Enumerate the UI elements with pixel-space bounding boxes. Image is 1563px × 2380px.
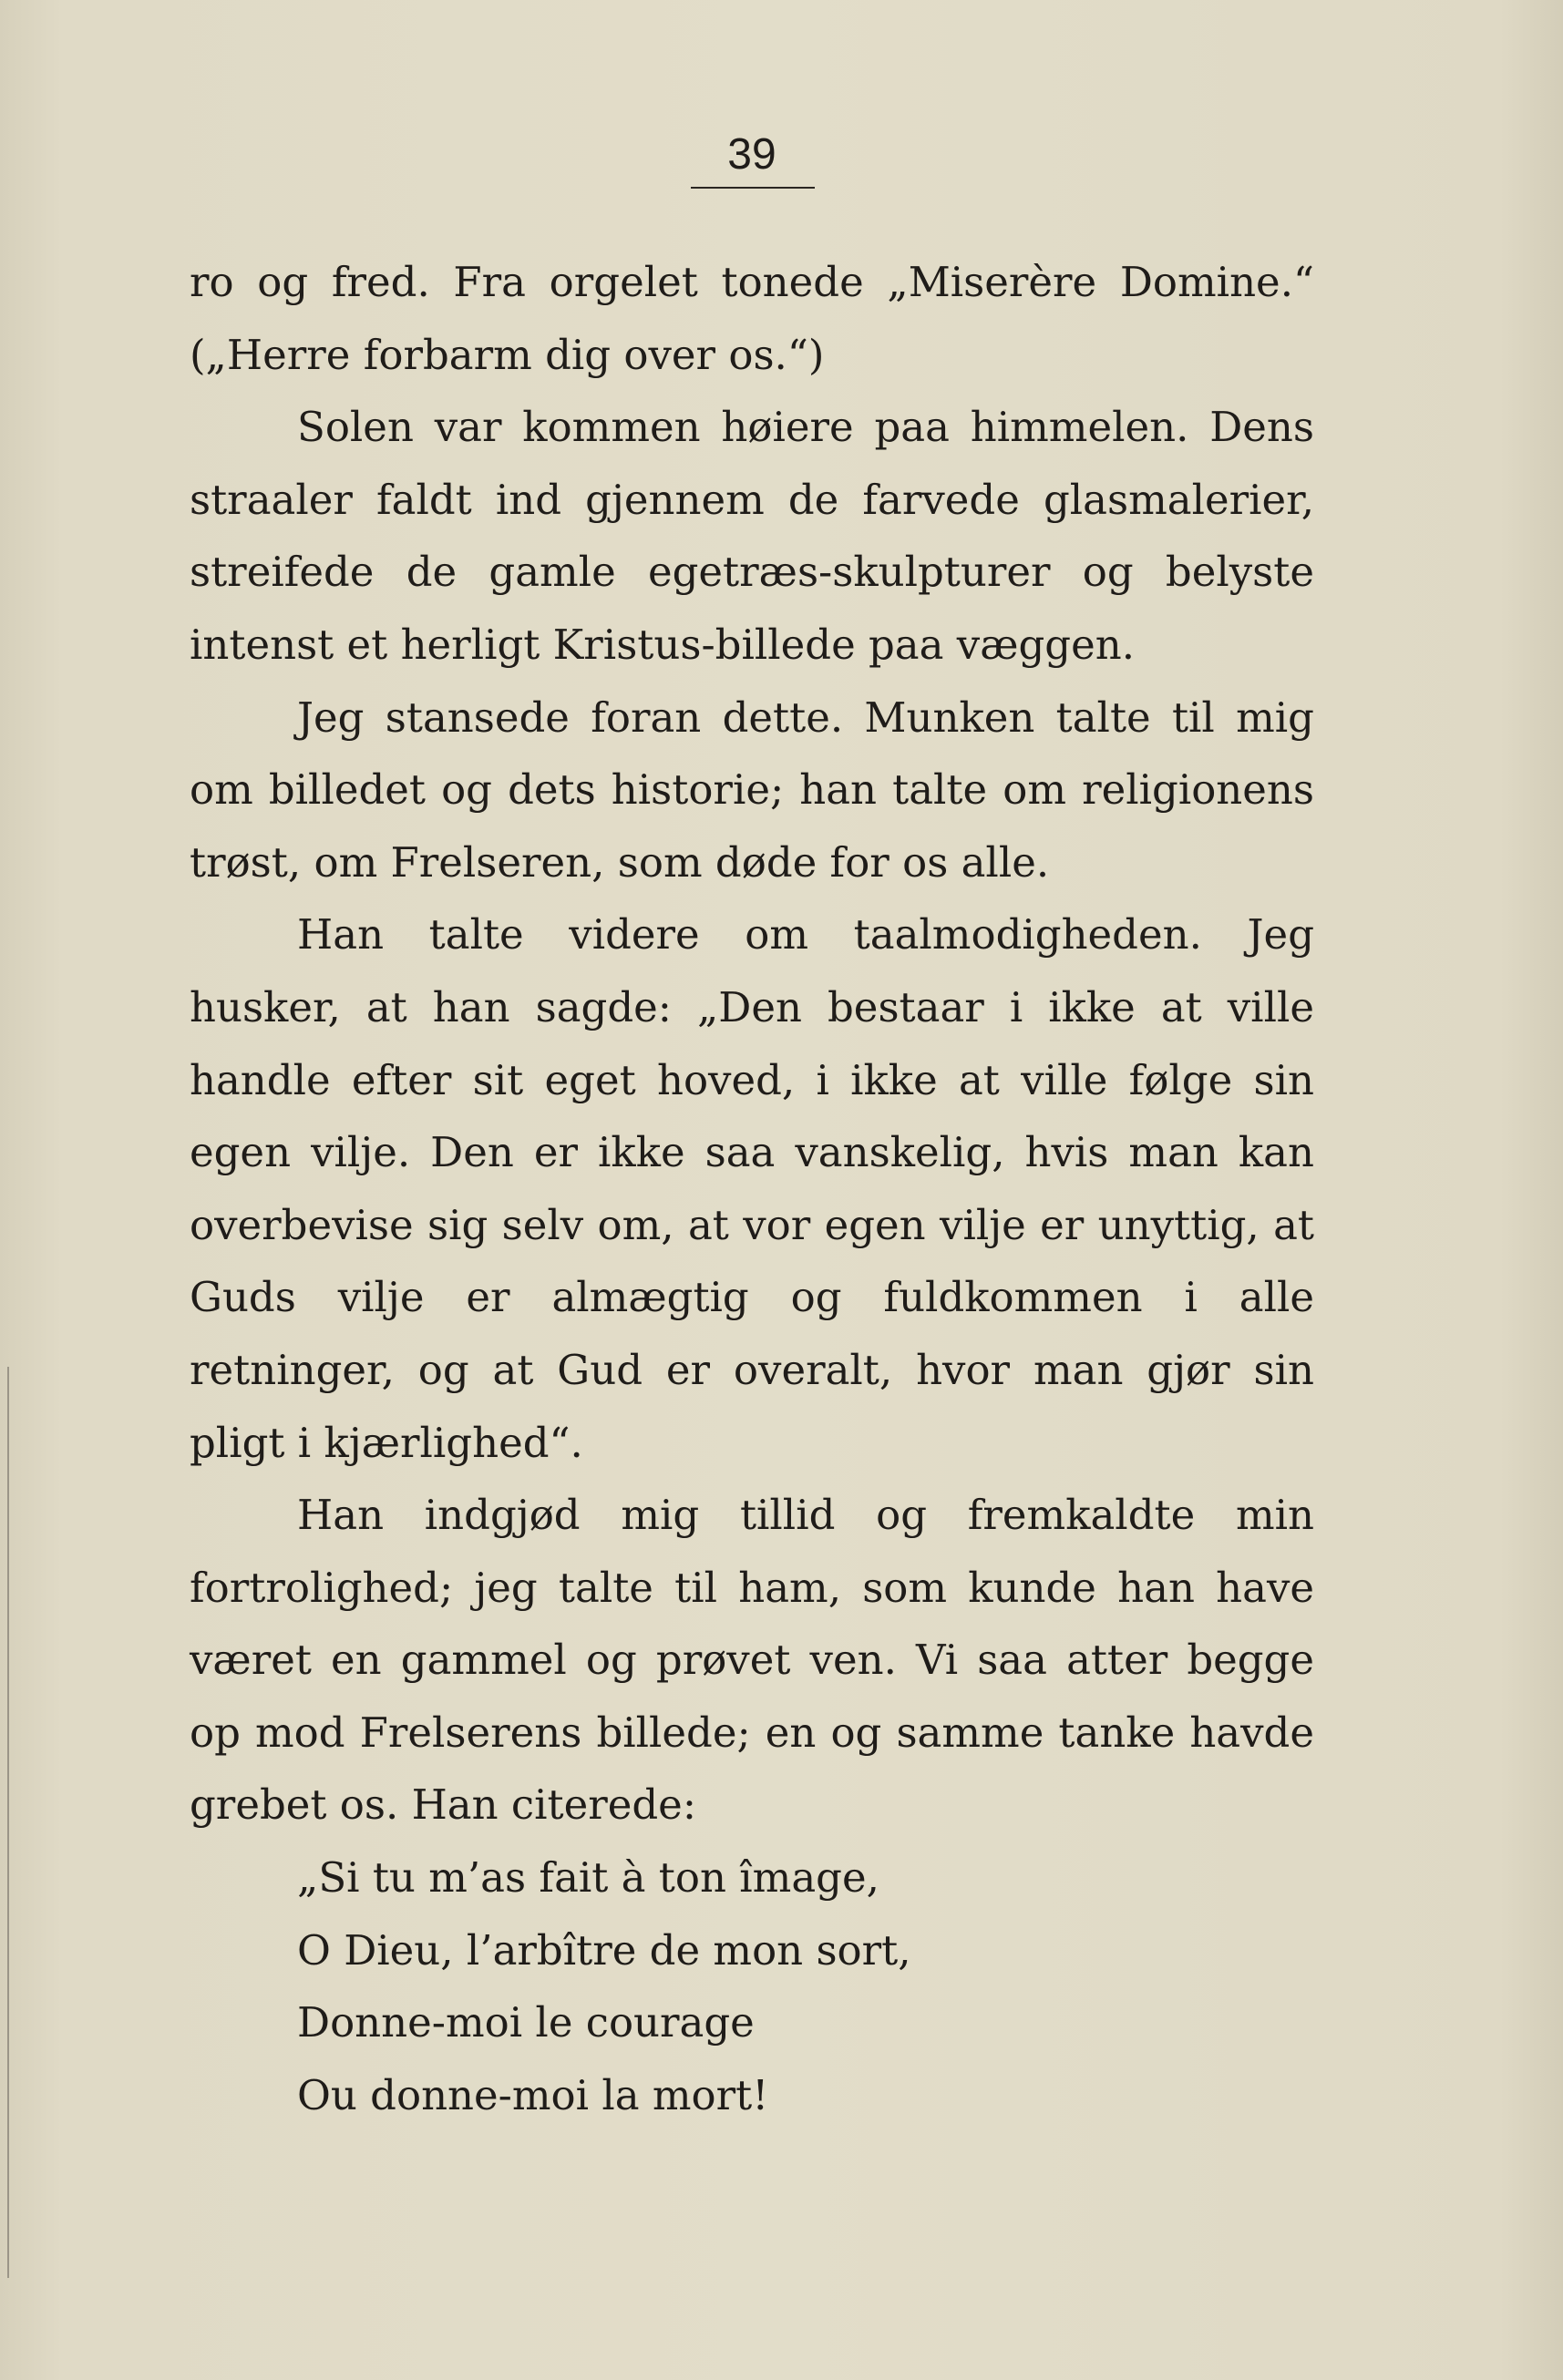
poem-line: Donne-moi le courage — [297, 1998, 755, 2047]
poem-line: O Dieu, l’arbître de mon sort, — [297, 1925, 911, 1975]
paragraph: Jeg stansede foran dette. Munken talte til mig om billedet og dets historie; han talte om religionens trøst, om Frelseren, som døde for os alle. — [190, 692, 1314, 887]
binding-edge — [7, 1367, 9, 2278]
paragraph: Solen var kommen høiere paa himmelen. Dens straaler faldt ind gjennem de farvede glasmalerier, streifede de gamle egetræs-skulpturer og belyste intenst et herligt Kristus-billede paa væggen. — [190, 403, 1314, 669]
paragraph: Han indgjød mig tillid og fremkaldte min fortrolighed; jeg talte til ham, som kunde han have været en gammel og prøvet ven. Vi saa atter begge op mod Frelserens billede; en og samme tanke havde grebet os. Han citerede: — [190, 1491, 1314, 1830]
poem-line: „Si tu m’as fait à ton îmage, — [297, 1853, 879, 1903]
poem-quote — [190, 1841, 1314, 2131]
paragraph-continuation: ro og fred. Fra orgelet tonede „Miserère Domine.“ („Herre forbarm dig over os.“) — [190, 258, 1314, 379]
poem-line: Ou donne-moi la mort! — [297, 2070, 769, 2119]
page-number: 39 — [727, 130, 776, 179]
paragraph: Han talte videre om taalmodigheden. Jeg husker, at han sagde: „Den bestaar i ikke at ville handle efter sit eget hoved, i ikke at ville følge sin egen vilje. Den er ikke saa vanskelig, hvis man kan overbevise sig selv om, at vor egen vilje er unyttig, at Guds vilje er almægtig og fuldkommen i alle retninger, og at Gud er overalt, hvor man gjør sin pligt i kjærlighed“. — [190, 910, 1314, 1467]
body-text — [190, 246, 1314, 2131]
page-number-rule — [691, 187, 815, 189]
